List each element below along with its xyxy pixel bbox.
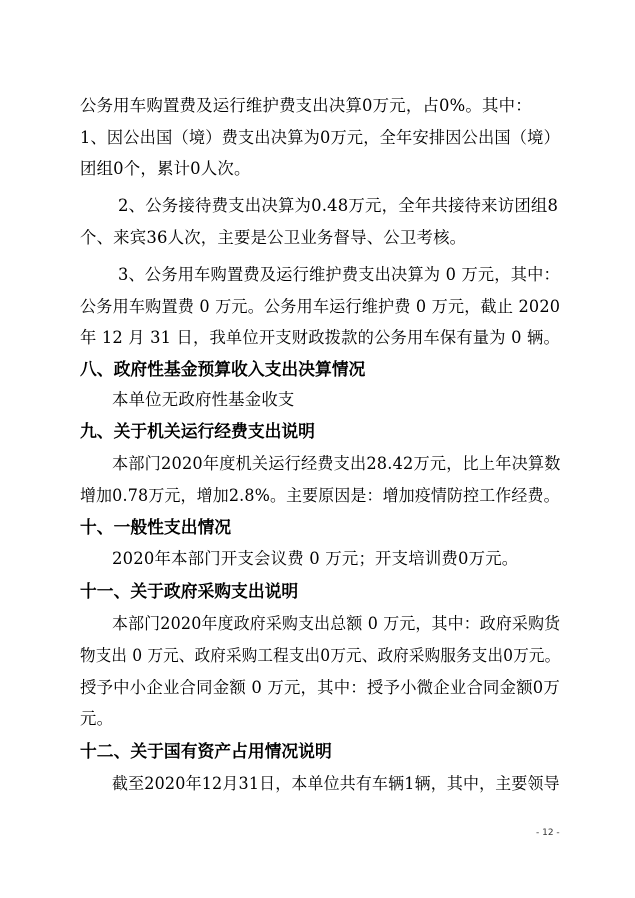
body-line: 3、公务用车购置费及运行维护费支出决算为 0 万元，其中： [118, 265, 560, 284]
body-line: 2、公务接待费支出决算为0.48万元，全年共接待来访团组8 [118, 196, 559, 215]
body-line: 物支出 0 万元、政府采购工程支出0万元、政府采购服务支出0万元。 [80, 646, 561, 665]
body-line: 本部门2020年度政府采购支出总额 0 万元，其中：政府采购货 [112, 614, 561, 633]
body-line: 元。 [80, 709, 114, 728]
body-line: 公务用车购置费及运行维护费支出决算0万元，占0%。其中： [80, 96, 532, 115]
body-line: 公务用车购置费 0 万元。公务用车运行维护费 0 万元，截止 2020 [80, 297, 561, 316]
body-line: 2020年本部门开支会议费 0 万元；开支培训费0万元。 [112, 549, 519, 568]
section-heading: 八、政府性基金预算收入支出决算情况 [80, 359, 366, 379]
section-heading: 十二、关于国有资产占用情况说明 [80, 741, 332, 761]
page-number: - 12 - [536, 828, 560, 838]
body-line: 增加0.78万元，增加2.8%。主要原因是：增加疫情防控工作经费。 [80, 486, 560, 505]
body-line: 本部门2020年度机关运行经费支出28.42万元，比上年决算数 [112, 454, 561, 473]
body-line: 1、因公出国（境）费支出决算为0万元，全年安排因公出国（境） [80, 128, 560, 147]
section-heading: 十一、关于政府采购支出说明 [80, 581, 299, 601]
body-line: 截至2020年12月31日，本单位共有车辆1辆，其中，主要领导 [112, 774, 560, 793]
body-line: 本单位无政府性基金收支 [112, 390, 295, 409]
body-line: 团组0个，累计0人次。 [80, 159, 251, 178]
body-line: 年 12 月 31 日，我单位开支财政拨款的公务用车保有量为 0 辆。 [80, 328, 560, 347]
section-heading: 十、一般性支出情况 [80, 517, 232, 537]
body-line: 个、来宾36人次，主要是公卫业务督导、公卫考核。 [80, 228, 467, 247]
section-heading: 九、关于机关运行经费支出说明 [80, 421, 315, 441]
body-line: 授予中小企业合同金额 0 万元，其中：授予小微企业合同金额0万 [80, 678, 561, 697]
